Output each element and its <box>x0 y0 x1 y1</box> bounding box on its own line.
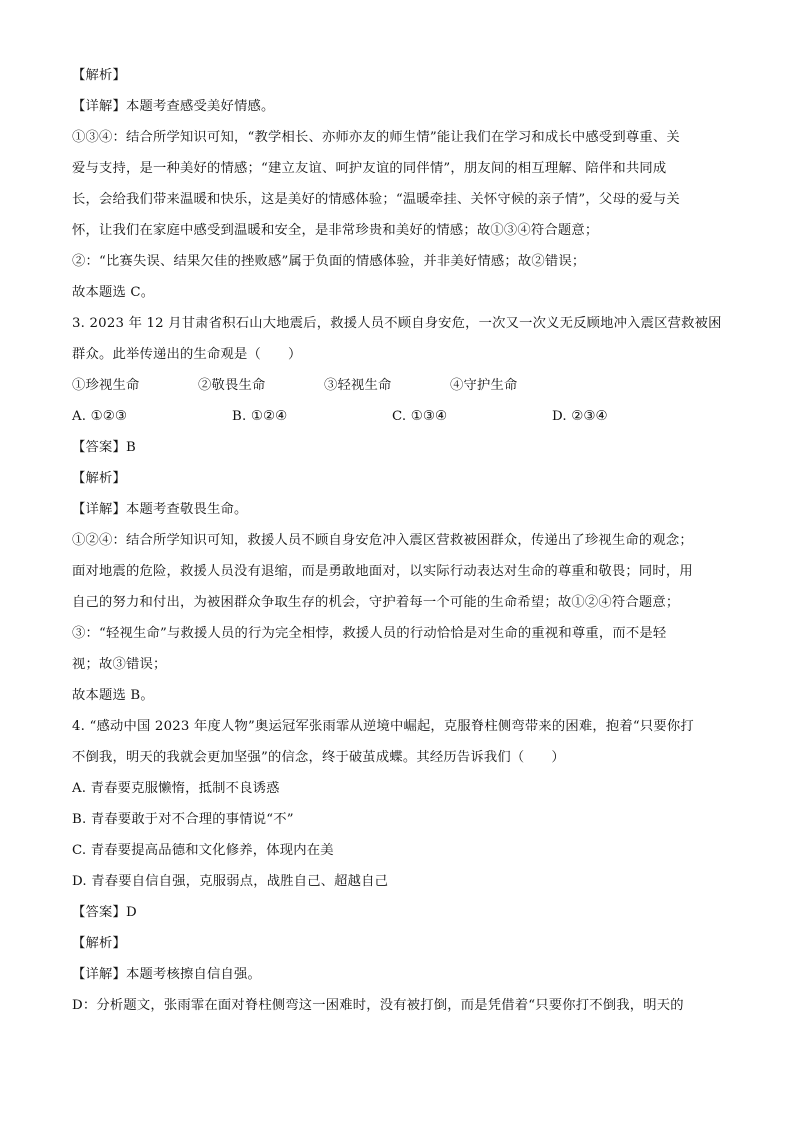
q3-item: ①珍视生命 <box>72 378 140 393</box>
question-3-stem: 3. 2023 年 12 月甘肃省积石山大地震后，救援人员不顾自身安危，一次又一次义无反顾地冲入震区营救被困 <box>72 316 722 331</box>
q4-option-a: A. 青春要克服懒惰，抵制不良诱惑 <box>72 781 280 796</box>
body-line: ①③④：结合所学知识可知，“教学相长、亦师亦友的师生情”能让我们在学习和成长中感受到尊重、关 <box>72 130 680 145</box>
body-line: ③：“轻视生命”与救援人员的行为完全相悖，救援人员的行动恰恰是对生命的重视和尊重，而不是轻 <box>72 626 667 641</box>
body-line: 长，会给我们带来温暖和快乐，这是美好的情感体验；“温暖牵挂、关怀守候的亲子情”，父母的爱与关 <box>72 192 680 207</box>
answer-line: 【答案】D <box>72 905 137 920</box>
analysis-heading: 【解析】 <box>72 471 126 486</box>
body-line: 自己的努力和付出，为被困群众争取生存的机会，守护着每一个可能的生命希望；故①②④符合题意； <box>72 595 680 610</box>
body-line: 视；故③错误； <box>72 657 167 672</box>
question-4-stem: 4. “感动中国 2023 年度人物”奥运冠军张雨霏从逆境中崛起，克服脊柱侧弯带来的困难，抱着“只要你打 <box>72 719 694 734</box>
body-line: ②：“比赛失误、结果欠佳的挫败感”属于负面的情感体验，并非美好情感；故②错误； <box>72 254 586 269</box>
q3-item: ③轻视生命 <box>324 378 392 393</box>
q3-item: ④守护生命 <box>450 378 518 393</box>
detail-line: 【详解】本题考查感受美好情感。 <box>72 99 275 114</box>
q3-option: B. ①②④ <box>232 409 288 424</box>
question-3-options <box>72 401 732 432</box>
body-line: 爱与支持，是一种美好的情感；“建立友谊、呵护友谊的同伴情”，朋友间的相互理解、陪伴和共同成 <box>72 161 667 176</box>
q3-option: A. ①②③ <box>72 409 128 424</box>
q4-option-b: B. 青春要敢于对不合理的事情说“不” <box>72 812 294 827</box>
question-3-items <box>72 370 732 401</box>
analysis-heading: 【解析】 <box>72 936 126 951</box>
q3-option: D. ②③④ <box>552 409 608 424</box>
q3-option: C. ①③④ <box>392 409 448 424</box>
question-4-stem: 不倒我，明天的我就会更加坚强”的信念，终于破茧成蝶。其经历告诉我们（ ） <box>72 750 565 765</box>
q3-item: ②敬畏生命 <box>198 378 266 393</box>
body-line: D：分析题文，张雨霏在面对脊柱侧弯这一困难时，没有被打倒，而是凭借着“只要你打不倒我，明天的 <box>72 998 684 1013</box>
document-page <box>72 60 732 1021</box>
answer-line: 【答案】B <box>72 440 136 455</box>
body-line: ①②④：结合所学知识可知，救援人员不顾自身安危冲入震区营救被困群众，传递出了珍视生命的观念； <box>72 533 693 548</box>
body-line: 怀，让我们在家庭中感受到温暖和安全，是非常珍贵和美好的情感；故①③④符合题意； <box>72 223 599 238</box>
conclusion-line: 故本题选 C。 <box>72 285 155 300</box>
analysis-heading: 【解析】 <box>72 68 126 83</box>
q4-option-d: D. 青春要自信自强，克服弱点，战胜自己、超越自己 <box>72 874 389 889</box>
detail-line: 【详解】本题考核擦自信自强。 <box>72 967 261 982</box>
conclusion-line: 故本题选 B。 <box>72 688 154 703</box>
body-line: 面对地震的危险，救援人员没有退缩，而是勇敢地面对，以实际行动表达对生命的尊重和敬畏；同时，用 <box>72 564 693 579</box>
question-3-stem: 群众。此举传递出的生命观是（ ） <box>72 347 302 362</box>
q4-option-c: C. 青春要提高品德和文化修养，体现内在美 <box>72 843 334 858</box>
detail-line: 【详解】本题考查敬畏生命。 <box>72 502 248 517</box>
